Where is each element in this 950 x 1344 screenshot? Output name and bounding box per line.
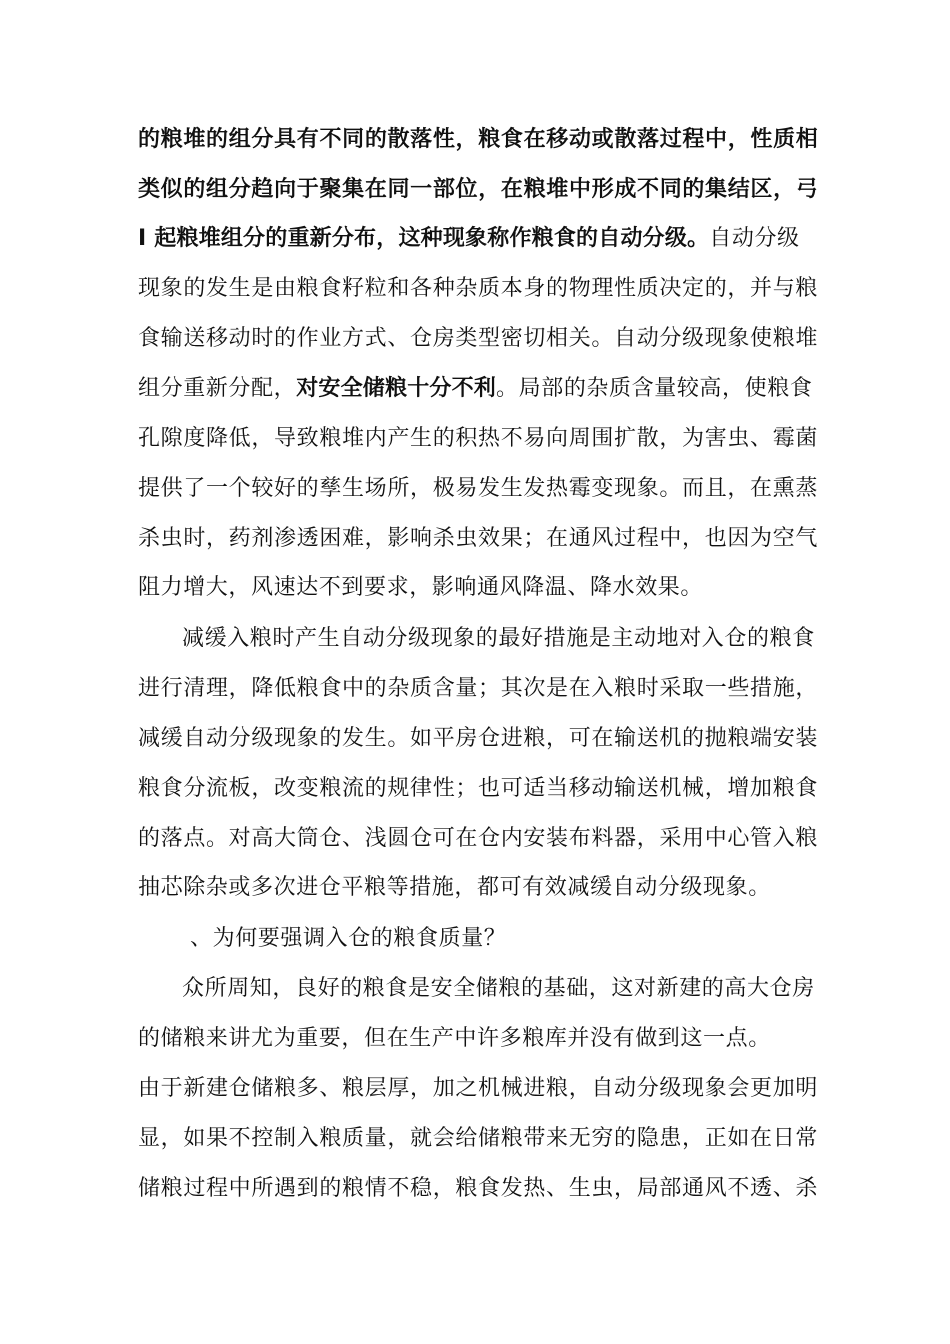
- bold-text: 对安全储粮十分不利: [296, 376, 497, 401]
- text-line: [138, 376, 812, 402]
- text-span: 组分重新分配，: [138, 376, 297, 401]
- text-line: 的粮堆的组分具有不同的散落性，粮食在移动或散落过程中，性质相: [138, 127, 818, 152]
- text-line: 的储粮来讲尤为重要，但在生产中许多粮库并没有做到这一点。: [138, 1026, 771, 1051]
- text-line: 减缓入粮时产生自动分级现象的最好措施是主动地对入仓的粮食: [182, 626, 815, 651]
- text-line: 抽芯除杂或多次进仓平粮等措施，都可有效减缓自动分级现象。: [138, 875, 771, 900]
- text-line: 食输送移动时的作业方式、仓房类型密切相关。自动分级现象使粮堆: [138, 326, 818, 351]
- text-line: 杀虫时，药剂渗透困难，影响杀虫效果；在通风过程中，也因为空气: [138, 526, 818, 551]
- text-line: 孔隙度降低，导致粮堆内产生的积热不易向周围扩散，为害虫、霉菌: [138, 426, 818, 451]
- text-line: 提供了一个较好的孳生场所，极易发生发热霉变现象。而且，在熏蒸: [138, 476, 818, 501]
- text-span: 。局部的杂质含量较高，使粮食: [496, 376, 813, 401]
- text-line: 减缓自动分级现象的发生。如平房仓进粮，可在输送机的抛粮端安装: [138, 726, 818, 751]
- text-line: 粮食分流板，改变粮流的规律性；也可适当移动输送机械，增加粮食: [138, 776, 818, 801]
- text-line: 进行清理，降低粮食中的杂质含量；其次是在入粮时采取一些措施，: [138, 676, 818, 701]
- text-line: 现象的发生是由粮食籽粒和各种杂质本身的物理性质决定的，并与粮: [138, 276, 818, 301]
- text-line: 由于新建仓储粮多、粮层厚，加之机械进粮，自动分级现象会更加明: [138, 1076, 818, 1101]
- section-heading: 、为何要强调入仓的粮食质量？: [190, 926, 507, 951]
- text-line: 显，如果不控制入粮质量，就会给储粮带来无穷的隐患，正如在日常: [138, 1126, 818, 1151]
- text-line: 储粮过程中所遇到的粮情不稳，粮食发热、生虫，局部通风不透、杀: [138, 1176, 818, 1201]
- text-span: 自动分级: [709, 226, 800, 251]
- bold-text: I 起粮堆组分的重新分布，这种现象称作粮食的自动分级。: [138, 226, 710, 251]
- text-line: 的落点。对高大筒仓、浅圆仓可在仓内安装布料器，采用中心管入粮: [138, 826, 818, 851]
- text-line: [138, 226, 800, 252]
- text-line: 众所周知，良好的粮食是安全储粮的基础，这对新建的高大仓房: [182, 976, 815, 1001]
- text-line: 类似的组分趋向于聚集在同一部位，在粮堆中形成不同的集结区，弓: [138, 177, 818, 202]
- text-line: 阻力增大，风速达不到要求，影响通风降温、降水效果。: [138, 575, 704, 600]
